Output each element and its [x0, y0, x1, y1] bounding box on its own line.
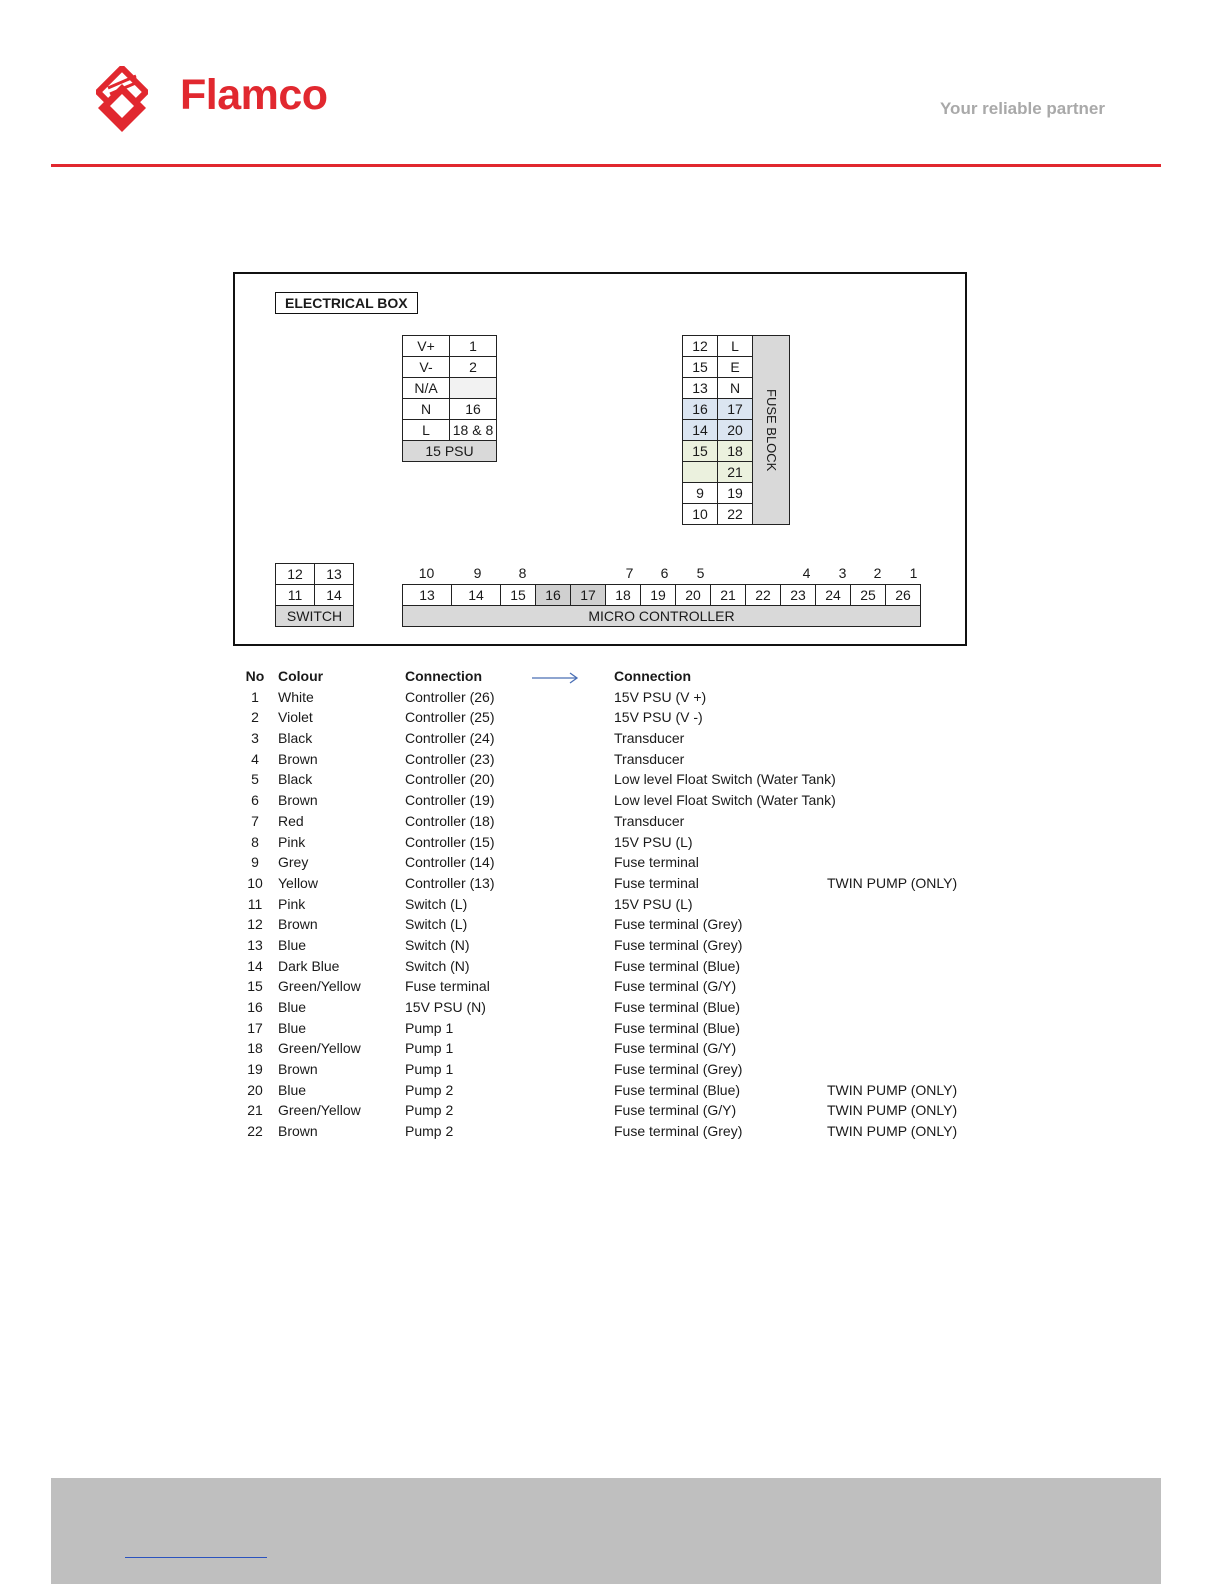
wire-to: Transducer	[614, 730, 685, 747]
wire-to: Fuse terminal (Blue)	[614, 1081, 741, 1098]
fuse-cell: 20	[718, 420, 753, 441]
wire-from: Switch (N)	[405, 936, 470, 953]
wire-to: 15V PSU (V +)	[614, 688, 707, 705]
mc-top-label: 3	[838, 565, 847, 581]
footer-band	[51, 1478, 1161, 1584]
fuse-cell: 19	[718, 483, 753, 504]
wire-no: 4	[251, 750, 259, 767]
switch-cell: 13	[315, 564, 354, 585]
mc-top-label: 5	[696, 565, 705, 581]
wire-colour: Blue	[278, 1081, 307, 1098]
wire-to: Fuse terminal (Grey)	[614, 1061, 743, 1078]
wire-no: 5	[251, 771, 259, 788]
fuse-block-table	[682, 335, 790, 525]
micro-controller-table	[402, 584, 921, 627]
wire-no: 16	[247, 999, 263, 1015]
mc-terminal: 16	[536, 585, 571, 606]
switch-cell: 14	[315, 585, 354, 606]
fuse-cell: 22	[718, 504, 753, 525]
wire-colour: Brown	[278, 1123, 318, 1140]
wire-from: Pump 2	[405, 1123, 454, 1140]
wire-no: 11	[247, 895, 263, 912]
micro-controller-top-labels	[402, 565, 932, 583]
fuse-cell: 9	[683, 483, 718, 504]
wire-from: Controller (25)	[405, 709, 495, 726]
wire-colour: Blue	[278, 1019, 307, 1036]
footer-link[interactable]	[125, 1556, 267, 1558]
mc-top-label: 4	[802, 565, 811, 581]
wire-note: TWIN PUMP (ONLY)	[827, 1081, 958, 1098]
mc-terminal: 18	[606, 585, 641, 606]
wire-no: 14	[247, 957, 263, 974]
wire-to: 15V PSU (V -)	[614, 709, 703, 726]
wire-no: 6	[251, 792, 259, 809]
psu-caption: 15 PSU	[403, 441, 497, 462]
psu-cell: 2	[450, 357, 497, 378]
wire-colour: Brown	[278, 792, 318, 809]
wire-no: 7	[251, 812, 259, 829]
wire-colour: Green/Yellow	[278, 978, 361, 995]
fuse-cell: 13	[683, 378, 718, 399]
wire-from: Pump 1	[405, 1061, 454, 1078]
psu-terminal-table	[402, 335, 497, 462]
wire-colour: Yellow	[278, 874, 318, 891]
wire-colour: Grey	[278, 854, 309, 871]
wire-to: Low level Float Switch (Water Tank)	[614, 792, 836, 809]
wire-colour: Violet	[278, 709, 313, 726]
wire-from: Switch (L)	[405, 916, 468, 933]
wire-from: Switch (N)	[405, 957, 470, 974]
arrow-right-icon	[532, 671, 580, 685]
wire-to: Low level Float Switch (Water Tank)	[614, 771, 836, 788]
fuse-cell: 16	[683, 399, 718, 420]
wire-colour: Green/Yellow	[278, 1040, 361, 1057]
wire-from: Fuse terminal	[405, 978, 490, 995]
fuse-cell: 21	[718, 462, 753, 483]
wire-to: Transducer	[614, 750, 685, 767]
wire-no: 2	[251, 709, 259, 726]
wire-from: Pump 2	[405, 1102, 454, 1119]
mc-top-label: 2	[873, 565, 882, 581]
mc-top-label: 10	[418, 565, 435, 581]
mc-terminal: 21	[711, 585, 746, 606]
fuse-cell: 17	[718, 399, 753, 420]
wire-to: Fuse terminal (Blue)	[614, 999, 741, 1015]
psu-cell: L	[403, 420, 450, 441]
mc-terminal: 20	[676, 585, 711, 606]
wire-no: 8	[251, 833, 259, 850]
psu-cell: 1	[450, 336, 497, 357]
wire-to: 15V PSU (L)	[614, 833, 693, 850]
switch-caption: SWITCH	[276, 606, 354, 627]
psu-cell: V-	[403, 357, 450, 378]
mc-top-label: 1	[909, 565, 918, 581]
wire-to: 15V PSU (L)	[614, 895, 693, 912]
wire-to: Fuse terminal	[614, 874, 699, 891]
fuse-cell: 15	[683, 441, 718, 462]
flamco-diamond-logo-icon	[96, 66, 148, 136]
fuse-cell: 18	[718, 441, 753, 462]
wire-note: TWIN PUMP (ONLY)	[827, 1123, 958, 1140]
fuse-cell: E	[718, 357, 753, 378]
wire-from: Controller (20)	[405, 771, 495, 788]
header-no: No	[245, 668, 265, 684]
wire-colour: Pink	[278, 833, 306, 850]
mc-top-label: 7	[625, 565, 634, 581]
fuse-cell: 15	[683, 357, 718, 378]
fuse-cell: N	[718, 378, 753, 399]
psu-cell	[450, 378, 497, 399]
wire-no: 12	[247, 916, 263, 933]
mc-terminal: 13	[403, 585, 452, 606]
wire-to: Fuse terminal (G/Y)	[614, 1102, 737, 1119]
psu-cell: V+	[403, 336, 450, 357]
wire-colour: Red	[278, 812, 304, 829]
mc-terminal: 26	[886, 585, 921, 606]
mc-top-label: 9	[473, 565, 482, 581]
wire-no: 18	[247, 1040, 263, 1057]
wire-colour: Blue	[278, 999, 307, 1015]
switch-terminal-table	[275, 563, 354, 627]
wire-to: Fuse terminal (G/Y)	[614, 1040, 737, 1057]
header-connection-from: Connection	[405, 668, 482, 684]
wire-to: Fuse terminal (Grey)	[614, 1123, 743, 1140]
wire-from: Controller (13)	[405, 874, 495, 891]
wire-from: Switch (L)	[405, 895, 468, 912]
wire-no: 1	[251, 688, 259, 705]
wire-from: Controller (23)	[405, 750, 495, 767]
wire-no: 10	[247, 874, 263, 891]
wire-colour: Brown	[278, 750, 318, 767]
wire-colour: White	[278, 688, 314, 705]
wire-from: Pump 1	[405, 1019, 454, 1036]
header-connection-to: Connection	[614, 668, 691, 684]
wire-note: TWIN PUMP (ONLY)	[827, 1102, 958, 1119]
brand-name: Flamco	[180, 71, 328, 119]
wire-no: 9	[251, 854, 259, 871]
wire-from: 15V PSU (N)	[405, 999, 486, 1015]
mc-terminal: 23	[781, 585, 816, 606]
wire-colour: Black	[278, 730, 313, 747]
mc-top-label: 8	[518, 565, 527, 581]
wire-from: Pump 2	[405, 1081, 454, 1098]
wire-to: Fuse terminal (Grey)	[614, 916, 743, 933]
wire-to: Fuse terminal (Blue)	[614, 957, 741, 974]
wire-no: 21	[247, 1102, 263, 1119]
header-divider	[51, 164, 1161, 167]
fuse-cell: 12	[683, 336, 718, 357]
wire-from: Controller (15)	[405, 833, 495, 850]
wire-from: Pump 1	[405, 1040, 454, 1057]
switch-cell: 11	[276, 585, 315, 606]
micro-controller-caption: MICRO CONTROLLER	[403, 606, 921, 627]
tagline: Your reliable partner	[939, 99, 1105, 118]
fuse-block-caption: FUSE BLOCK	[753, 336, 790, 525]
wire-no: 15	[247, 978, 263, 995]
wire-no: 13	[247, 936, 263, 953]
wire-from: Controller (18)	[405, 812, 495, 829]
mc-terminal: 22	[746, 585, 781, 606]
fuse-cell: L	[718, 336, 753, 357]
wire-to: Fuse terminal	[614, 854, 699, 871]
mc-terminal: 24	[816, 585, 851, 606]
wire-note: TWIN PUMP (ONLY)	[827, 874, 958, 891]
wire-no: 20	[247, 1081, 263, 1098]
fuse-cell	[683, 462, 718, 483]
switch-cell: 12	[276, 564, 315, 585]
mc-terminal: 17	[571, 585, 606, 606]
wire-colour: Brown	[278, 916, 318, 933]
wire-no: 3	[251, 730, 259, 747]
wire-to: Transducer	[614, 812, 685, 829]
wire-colour: Pink	[278, 895, 306, 912]
wire-to: Fuse terminal (Blue)	[614, 1019, 741, 1036]
wire-colour: Blue	[278, 936, 307, 953]
psu-cell: 16	[450, 399, 497, 420]
wire-from: Controller (19)	[405, 792, 495, 809]
electrical-box-title: ELECTRICAL BOX	[275, 292, 418, 314]
wire-from: Controller (26)	[405, 688, 495, 705]
wire-colour: Dark Blue	[278, 957, 340, 974]
wire-to: Fuse terminal (G/Y)	[614, 978, 737, 995]
psu-cell: N	[403, 399, 450, 420]
psu-cell: 18 & 8	[450, 420, 497, 441]
mc-top-label: 6	[660, 565, 669, 581]
wire-no: 19	[247, 1061, 263, 1078]
mc-terminal: 15	[501, 585, 536, 606]
mc-terminal: 19	[641, 585, 676, 606]
mc-terminal: 25	[851, 585, 886, 606]
header-colour: Colour	[278, 668, 324, 684]
wire-no: 17	[247, 1019, 263, 1036]
wire-no: 22	[247, 1123, 263, 1140]
psu-cell: N/A	[403, 378, 450, 399]
fuse-cell: 14	[683, 420, 718, 441]
wire-colour: Brown	[278, 1061, 318, 1078]
wire-from: Controller (14)	[405, 854, 495, 871]
wire-colour: Green/Yellow	[278, 1102, 361, 1119]
wire-colour: Black	[278, 771, 313, 788]
mc-terminal: 14	[452, 585, 501, 606]
wire-to: Fuse terminal (Grey)	[614, 936, 743, 953]
fuse-cell: 10	[683, 504, 718, 525]
wire-from: Controller (24)	[405, 730, 495, 747]
